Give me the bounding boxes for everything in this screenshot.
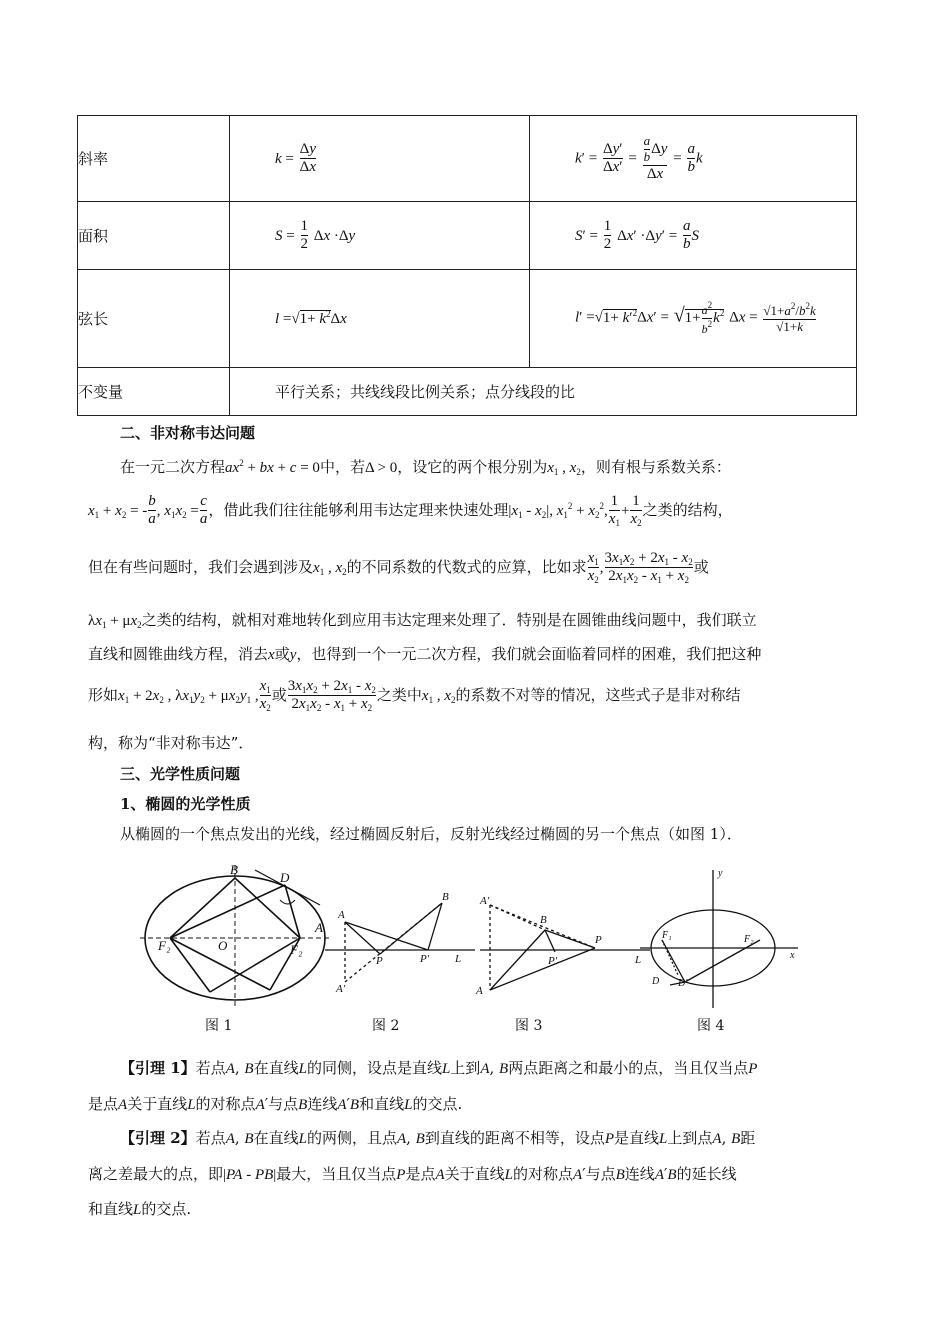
formula-slope: k = $\frac{\Delta y}{\Delta x}$ <box>230 116 530 202</box>
paragraph: $\lambda x_1 + \mu x_2$之类的结构，就相对难地转化到应用韦达定理来处理了．特别是在圆锥曲线问题中，我们联立 <box>88 611 757 630</box>
svg-text:P: P <box>376 955 383 967</box>
figure-1-ellipse <box>140 865 330 1008</box>
figure-caption: 图 2 <box>372 1018 400 1034</box>
svg-text:L: L <box>635 954 642 966</box>
figure-caption: 图 3 <box>515 1018 543 1034</box>
row-label: 不变量 <box>78 368 230 416</box>
formula-chord: $l =√1+ k^2\Delta x$ <box>230 270 530 368</box>
svg-text:O: O <box>218 938 228 953</box>
figures-strip <box>140 860 810 1010</box>
section-heading: 二、非对称韦达问题 <box>120 424 256 442</box>
figure-4-labels <box>651 868 795 989</box>
svg-text:B: B <box>230 862 238 877</box>
figure-caption: 图 4 <box>697 1018 725 1034</box>
table-row <box>78 116 857 202</box>
formula-slope-transformed: k′ = $\frac{\Delta y'}{\Delta x'}$ = $\frac{a}{b}$ Δy Δx = $\frac{a}{b}$ k <box>530 116 857 202</box>
subsection-heading: 1、椭圆的光学性质 <box>120 795 251 813</box>
svg-text:F₂: F₂ <box>744 934 754 945</box>
svg-text:P: P <box>595 934 602 946</box>
svg-text:A': A' <box>480 895 490 907</box>
formula-area: S = $\frac{1}{2}$ Δx ·Δy <box>230 202 530 270</box>
svg-text:x: x <box>790 950 795 961</box>
svg-text:A: A <box>315 920 323 935</box>
lemma-2: 【引理 2】若点A, B在直线L的两侧，且点A, B到直线的距离不相等，设点P是直线L上到点A, B距 <box>120 1129 756 1147</box>
paragraph: 从椭圆的一个焦点发出的光线，经过椭圆反射后，反射光线经过椭圆的另一个焦点（如图 1）． <box>120 825 742 843</box>
lemma-1-cont: 是点A关于直线L的对称点A′与点B连线A′B和直线L的交点. <box>88 1095 463 1113</box>
svg-text:F₁: F₁ <box>662 930 672 941</box>
row-label: 弦长 <box>78 270 230 368</box>
figure-2-labels <box>335 891 461 995</box>
section-heading: 三、光学性质问题 <box>120 765 241 783</box>
formula-chord-transformed: $l' =√1+ k'^2\Delta x' = √1+$ $\frac{a^2}{b^2}$ $k^2$ Δx = $\frac{√1+a^2/b^2k}{√1+k}$ <box>530 270 857 368</box>
table-row <box>78 270 857 368</box>
paragraph: 直线和圆锥曲线方程，消去x或y，也得到一个一元二次方程，我们就会面临着同样的困难，我们把这种 <box>88 645 762 663</box>
svg-text:F₂: F₂ <box>158 938 171 953</box>
svg-text:A': A' <box>336 983 346 995</box>
figure-3-labels <box>475 895 641 997</box>
lemma-1: 【引理 1】若点A, B在直线L的同侧，设点是直线L上到A, B两点距离之和最小的点，当且仅当点P <box>120 1059 758 1077</box>
paragraph: 形如$x_1 + 2x_2$ , $\lambda x_1y_2 + \mu x_2y_1$ , $\frac{x_1}{x_2}$ 或 $\frac{3x_1x_2 + 2x_1 - x_2}{2x_1x_2 - x_1 + x_2}$ 之类中$x_1$ , $x_2$的系数不对等的情况，这些式子是非对称结 <box>88 678 741 714</box>
row-label: 斜率 <box>78 116 230 202</box>
transform-table <box>77 115 857 416</box>
lemma-2-cont: 离之差最大的点，即|PA - PB|最大，当且仅当点P是点A关于直线L的对称点A′与点B连线A′B的延长线 <box>88 1165 737 1183</box>
svg-text:D: D <box>652 976 660 987</box>
svg-text:L: L <box>455 953 462 965</box>
svg-text:F₂: F₂ <box>290 942 303 957</box>
svg-text:B: B <box>442 891 449 903</box>
figure-3-reflection <box>480 905 650 990</box>
svg-text:P': P' <box>548 955 558 967</box>
svg-text:A: A <box>476 985 483 997</box>
formula-area-transformed: S′ = $\frac{1}{2}$ Δx′ ·Δy′ = $\frac{a}{b}$ S <box>530 202 857 270</box>
paragraph: 但在有些问题时，我们会遇到涉及$x_1$ , $x_2$的不同系数的代数式的应算，比如求 $\frac{x_1}{x_2}$ , $\frac{3x_1x_2 + 2x_1 - x_2}{2x_1x_2 - x_1 + x_2}$ 或 <box>88 550 709 586</box>
svg-text:A: A <box>338 909 345 921</box>
table-row <box>78 202 857 270</box>
figure-caption: 图 1 <box>205 1018 233 1034</box>
svg-text:y: y <box>718 868 723 879</box>
svg-text:D: D <box>280 870 290 885</box>
svg-text:D': D' <box>678 978 688 989</box>
table-row <box>78 368 857 416</box>
paragraph: 在一元二次方程$ax^2$ + bx + c = 0中，若Δ > 0，设它的两个根分别为$x_1$ , $x_2$，则有根与系数关系： <box>120 458 731 477</box>
svg-text:B: B <box>540 914 547 926</box>
lemma-2-cont2: 和直线L的交点. <box>88 1200 192 1218</box>
paragraph: 构，称为“非对称韦达”． <box>88 734 254 752</box>
figure-2-reflection <box>325 903 475 982</box>
row-label: 面积 <box>78 202 230 270</box>
svg-text:P': P' <box>420 953 430 965</box>
paragraph: $x_1 + x_2$ = - $\frac{b}{a}$ , $x_1x_2$ = $\frac{c}{a}$ ，借此我们往往能够利用韦达定理来快速处理$|x_1 - x_2|$, $x_1^2 + x_2^2$, $\frac{1}{x_1}$ + $\frac{1}{x_2}$ 之类的结构， <box>88 493 733 529</box>
invariant-text: 平行关系；共线线段比例关系；点分线段的比 <box>230 368 857 416</box>
